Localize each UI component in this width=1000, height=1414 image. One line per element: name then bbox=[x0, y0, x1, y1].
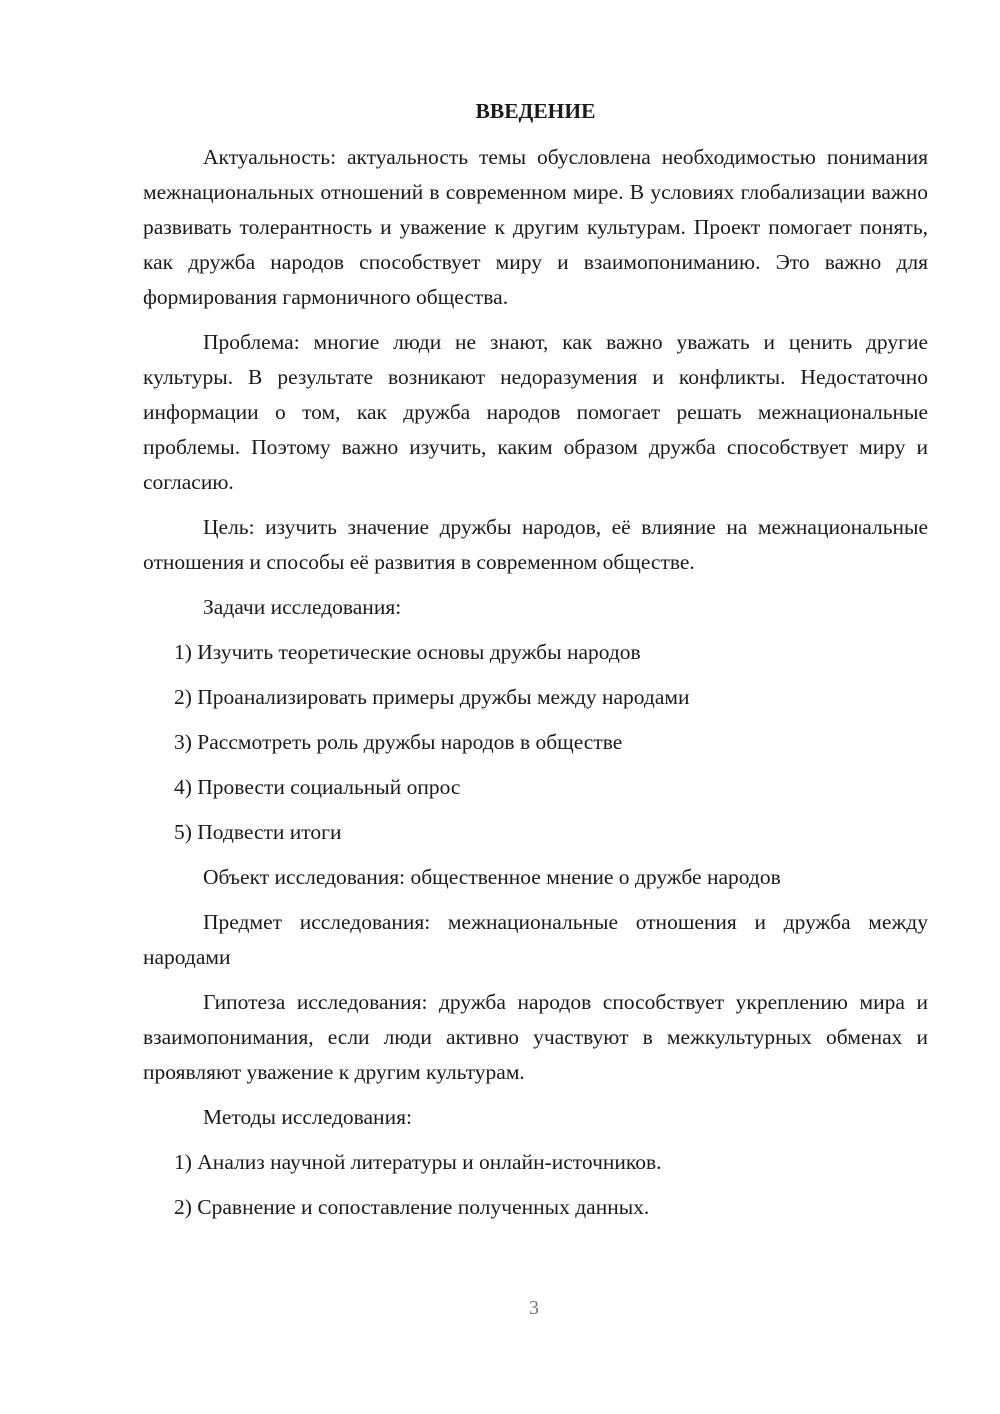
goal-paragraph: Цель: изучить значение дружбы народов, её влияние на межнациональные отношения и способы её развития в современном обществе. bbox=[143, 515, 928, 574]
list-item: 1) Анализ научной литературы и онлайн-источников. bbox=[174, 1150, 662, 1174]
methods-list bbox=[143, 1145, 928, 1225]
section-title: ВВЕДЕНИЕ bbox=[475, 99, 596, 123]
page-content bbox=[143, 96, 928, 1235]
list-item: 5) Подвести итоги bbox=[174, 820, 342, 844]
list-item: 2) Сравнение и сопоставление полученных данных. bbox=[174, 1195, 650, 1219]
tasks-heading: Задачи исследования: bbox=[203, 595, 402, 619]
list-item: 1) Изучить теоретические основы дружбы народов bbox=[174, 640, 641, 664]
methods-heading: Методы исследования: bbox=[203, 1105, 412, 1129]
list-item: 2) Проанализировать примеры дружбы между народами bbox=[174, 685, 690, 709]
hypothesis-paragraph: Гипотеза исследования: дружба народов способствует укреплению мира и взаимопонимания, если люди активно участвуют в межкультурных обменах и проявляют уважение к другим культурам. bbox=[143, 990, 928, 1084]
object-paragraph: Объект исследования: общественное мнение о дружбе народов bbox=[203, 865, 781, 889]
tasks-list bbox=[143, 635, 928, 850]
page-number-text: 3 bbox=[529, 1297, 539, 1319]
subject-paragraph: Предмет исследования: межнациональные отношения и дружба между народами bbox=[143, 910, 928, 969]
problem-paragraph: Проблема: многие люди не знают, как важно уважать и ценить другие культуры. В результате возникают недоразумения и конфликты. Недостаточно информации о том, как дружба народов помогает решать межнациональные проблемы. Поэтому важно изучить, каким образом дружба способствует миру и согласию. bbox=[143, 330, 928, 494]
list-item: 4) Провести социальный опрос bbox=[174, 775, 461, 799]
relevance-paragraph: Актуальность: актуальность темы обусловлена необходимостью понимания межнациональных отношений в современном мире. В условиях глобализации важно развивать толерантность и уважение к другим культурам. Проект помогает понять, как дружба народов способствует миру и взаимопониманию. Это важно для формирования гармоничного общества. bbox=[143, 145, 928, 309]
list-item: 3) Рассмотреть роль дружбы народов в обществе bbox=[174, 730, 623, 754]
